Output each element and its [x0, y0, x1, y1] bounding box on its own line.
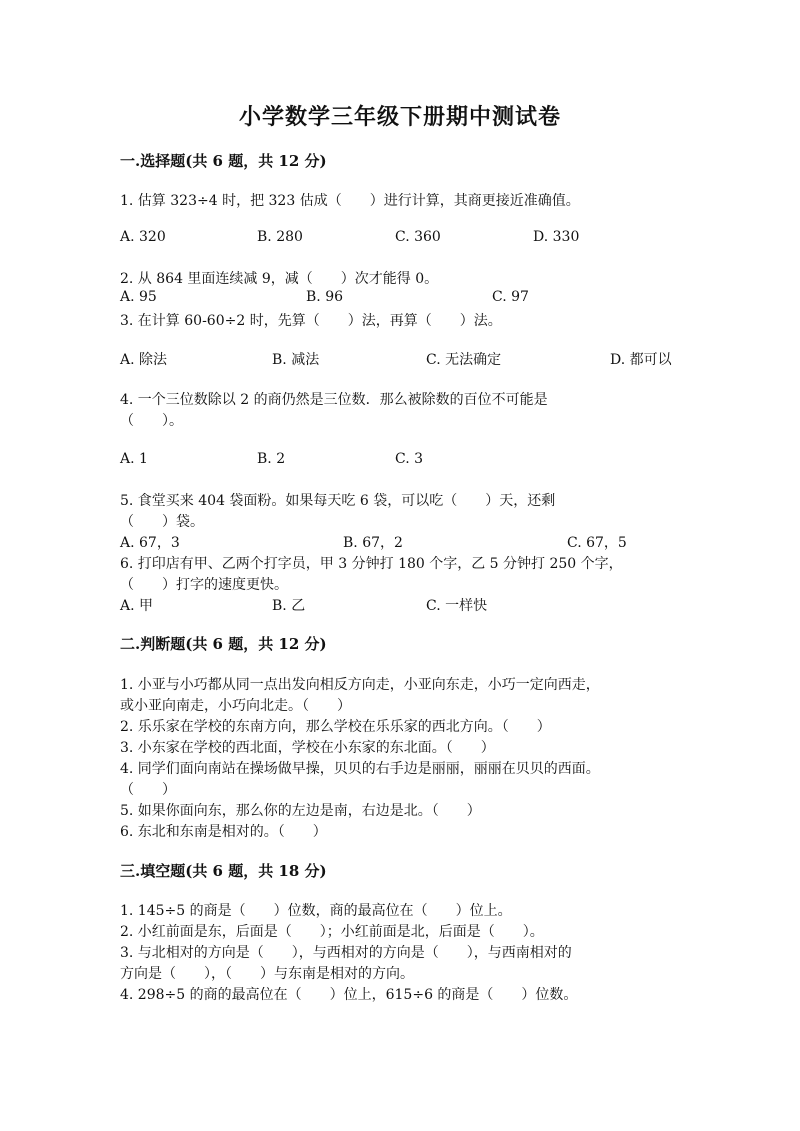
choice-q2-option-b: B. 96 — [306, 289, 344, 305]
fill-line: 方向是（ ），（ ）与东南是相对的方向。 — [120, 966, 414, 982]
choice-q3-option-c: C. 无法确定 — [426, 352, 502, 368]
judge-line: 3. 小东家在学校的西北面，学校在小东家的东北面。（ ） — [120, 740, 495, 756]
choice-question-4: 4. 一个三位数除以 2 的商仍然是三位数．那么被除数的百位不可能是 — [120, 392, 548, 408]
choice-q1-option-a: A. 320 — [120, 229, 166, 245]
choice-q2-option-a: A. 95 — [120, 289, 157, 305]
choice-q4-option-c: C. 3 — [395, 451, 424, 467]
choice-question-6-cont: （ ）打字的速度更快。 — [120, 577, 288, 593]
choice-question-5: 5. 食堂买来 404 袋面粉。如果每天吃 6 袋，可以吃（ ）天，还剩 — [120, 493, 556, 509]
fill-line: 1. 145÷5 的商是（ ）位数，商的最高位在（ ）位上。 — [120, 903, 512, 919]
choice-q3-option-d: D. 都可以 — [610, 352, 672, 368]
choice-q6-option-a: A. 甲 — [120, 598, 154, 614]
section-heading-fill: 三.填空题(共 6 题，共 18 分) — [120, 862, 327, 880]
judge-line: 2. 乐乐家在学校的东南方向，那么学校在乐乐家的西北方向。（ ） — [120, 719, 551, 735]
choice-question-4-cont: （ ）。 — [120, 413, 183, 429]
page-title: 小学数学三年级下册期中测试卷 — [238, 104, 561, 130]
fill-line: 4. 298÷5 的商的最高位在（ ）位上，615÷6 的商是（ ）位数。 — [120, 987, 578, 1003]
judge-line: 6. 东北和东南是相对的。（ ） — [120, 824, 327, 840]
choice-q5-option-c: C. 67，5 — [567, 535, 627, 551]
choice-q4-option-a: A. 1 — [120, 451, 148, 467]
fill-line: 2. 小红前面是东，后面是（ ）；小红前面是北，后面是（ ）。 — [120, 924, 544, 940]
choice-question-3: 3. 在计算 60-60÷2 时，先算（ ）法，再算（ ）法。 — [120, 313, 502, 329]
choice-q5-option-b: B. 67，2 — [343, 535, 403, 551]
choice-q3-option-a: A. 除法 — [120, 352, 168, 368]
choice-q1-option-d: D. 330 — [533, 229, 580, 245]
choice-question-5-cont: （ ）袋。 — [120, 514, 204, 530]
choice-q6-option-c: C. 一样快 — [426, 598, 488, 614]
judge-line: 或小亚向南走，小巧向北走。（ ） — [120, 698, 351, 714]
choice-q1-option-c: C. 360 — [395, 229, 441, 245]
section-heading-choice: 一.选择题(共 6 题，共 12 分) — [120, 152, 327, 170]
choice-q3-option-b: B. 减法 — [272, 352, 320, 368]
judge-line: 1. 小亚与小巧都从同一点出发向相反方向走，小亚向东走，小巧一定向西走， — [120, 677, 600, 693]
choice-q4-option-b: B. 2 — [257, 451, 286, 467]
judge-line: （ ） — [120, 782, 176, 798]
choice-question-1: 1. 估算 323÷4 时，把 323 估成（ ）进行计算，其商更接近准确值。 — [120, 193, 580, 209]
choice-q6-option-b: B. 乙 — [272, 598, 306, 614]
choice-q5-option-a: A. 67，3 — [120, 535, 180, 551]
section-heading-judge: 二.判断题(共 6 题，共 12 分) — [120, 635, 327, 653]
judge-line: 4. 同学们面向南站在操场做早操，贝贝的右手边是丽丽，丽丽在贝贝的西面。 — [120, 761, 600, 777]
fill-line: 3. 与北相对的方向是（ ），与西相对的方向是（ ），与西南相对的 — [120, 945, 572, 961]
choice-question-2: 2. 从 864 里面连续减 9，减（ ）次才能得 0。 — [120, 271, 439, 287]
choice-question-6: 6. 打印店有甲、乙两个打字员，甲 3 分钟打 180 个字，乙 5 分钟打 250 个字， — [120, 556, 623, 572]
judge-line: 5. 如果你面向东，那么你的左边是南，右边是北。（ ） — [120, 803, 481, 819]
choice-q2-option-c: C. 97 — [492, 289, 529, 305]
choice-q1-option-b: B. 280 — [257, 229, 303, 245]
